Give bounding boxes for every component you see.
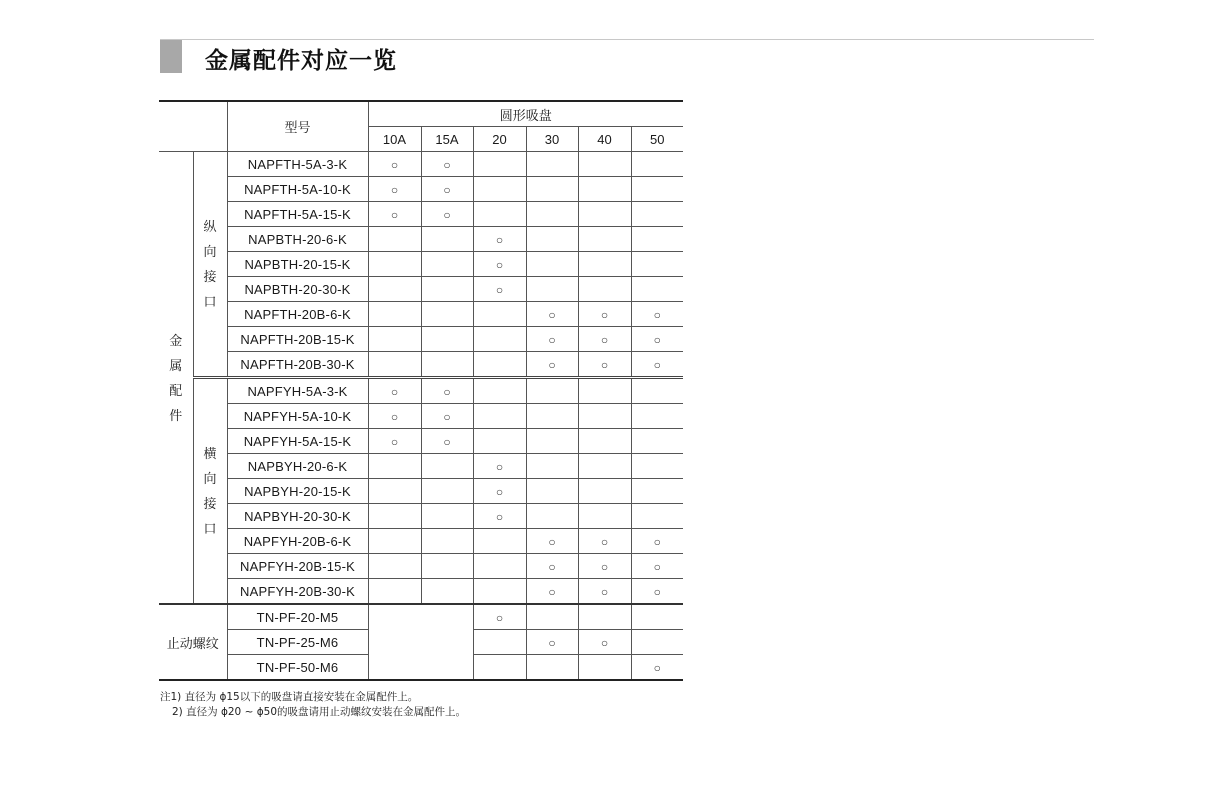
- mark-cell: [578, 504, 631, 529]
- mark-cell: [631, 504, 683, 529]
- mark-cell: [473, 454, 526, 479]
- mark-cell: [631, 202, 683, 227]
- section-label-text: 横向接口: [203, 446, 217, 536]
- page-title: 金属配件对应一览: [205, 48, 397, 74]
- model-cell: NAPFTH-20B-15-K: [227, 327, 368, 352]
- mark-cell: [421, 277, 473, 302]
- mark-cell: [631, 429, 683, 454]
- title-marker: [160, 40, 182, 73]
- top-divider: [160, 39, 1094, 40]
- mark-cell: [421, 352, 473, 378]
- size-header: 15A: [421, 127, 473, 152]
- compatible-mark: ○: [548, 534, 556, 549]
- compatible-mark: ○: [390, 384, 399, 399]
- mark-cell: [368, 429, 421, 454]
- mark-cell: [631, 177, 683, 202]
- mark-cell: [578, 454, 631, 479]
- mark-cell: [631, 404, 683, 429]
- compatible-mark: ○: [548, 357, 556, 372]
- model-cell: NAPFTH-5A-10-K: [227, 177, 368, 202]
- compatible-mark: ○: [653, 332, 661, 347]
- mark-cell: [526, 252, 578, 277]
- mark-cell: [578, 277, 631, 302]
- mark-cell: [526, 152, 578, 177]
- compatible-mark: ○: [390, 157, 399, 172]
- mark-cell: [473, 252, 526, 277]
- model-cell: NAPBTH-20-30-K: [227, 277, 368, 302]
- table-row: [159, 177, 683, 202]
- compatible-mark: ○: [495, 509, 504, 524]
- mark-cell: [578, 177, 631, 202]
- compatible-mark: ○: [653, 534, 661, 549]
- compatible-mark: ○: [600, 534, 609, 549]
- mark-cell: [526, 202, 578, 227]
- model-cell: NAPFYH-20B-6-K: [227, 529, 368, 554]
- compatible-mark: ○: [653, 660, 661, 675]
- mark-cell: [473, 479, 526, 504]
- model-cell: TN-PF-25-M6: [227, 630, 368, 655]
- mark-cell: [578, 252, 631, 277]
- table-row: [159, 152, 683, 177]
- mark-cell: [421, 177, 473, 202]
- table-row: [159, 554, 683, 579]
- table-row: [159, 327, 683, 352]
- mark-cell: [421, 202, 473, 227]
- mark-cell: [578, 655, 631, 681]
- compatible-mark: ○: [390, 434, 399, 449]
- mark-cell: [631, 454, 683, 479]
- mark-cell: [578, 378, 631, 404]
- compatible-mark: ○: [600, 357, 609, 372]
- mark-cell: [368, 579, 421, 605]
- mark-cell: [473, 327, 526, 352]
- size-header: 10A: [368, 127, 421, 152]
- mark-cell: [526, 630, 578, 655]
- compatible-mark: ○: [443, 207, 451, 222]
- mark-cell: [473, 604, 526, 630]
- round-pad-header: 圆形吸盘: [368, 101, 683, 127]
- mark-cell: [473, 554, 526, 579]
- mark-cell: [473, 302, 526, 327]
- mark-cell: [473, 404, 526, 429]
- mark-cell: [578, 529, 631, 554]
- mark-cell: [421, 579, 473, 605]
- model-header: 型号: [227, 101, 368, 152]
- mark-cell: [631, 655, 683, 681]
- table-row: [159, 202, 683, 227]
- category-metal-fitting-text: 金属配件: [169, 332, 183, 423]
- table-row: [159, 429, 683, 454]
- compatible-mark: ○: [600, 584, 609, 599]
- mark-cell: [631, 479, 683, 504]
- mark-cell: [631, 604, 683, 630]
- mark-cell: [631, 302, 683, 327]
- table-row: [159, 479, 683, 504]
- mark-cell: [368, 454, 421, 479]
- mark-cell: [368, 479, 421, 504]
- mark-cell: [526, 655, 578, 681]
- category-metal-fitting: [159, 152, 193, 605]
- mark-cell: [368, 352, 421, 378]
- compatible-mark: ○: [390, 182, 399, 197]
- table-row: [159, 454, 683, 479]
- mark-cell: [631, 227, 683, 252]
- mark-cell: [526, 554, 578, 579]
- mark-cell: [368, 177, 421, 202]
- compatible-mark: ○: [653, 584, 661, 599]
- compatible-mark: ○: [443, 182, 451, 197]
- model-cell: NAPFYH-20B-30-K: [227, 579, 368, 605]
- mark-cell: [473, 655, 526, 681]
- model-cell: NAPFYH-20B-15-K: [227, 554, 368, 579]
- model-cell: NAPFTH-5A-3-K: [227, 152, 368, 177]
- table-body: [159, 152, 683, 681]
- mark-cell: [421, 529, 473, 554]
- size-header: 50: [631, 127, 683, 152]
- blank-cell: [368, 604, 473, 680]
- mark-cell: [473, 352, 526, 378]
- model-cell: NAPBTH-20-6-K: [227, 227, 368, 252]
- model-cell: NAPFTH-20B-30-K: [227, 352, 368, 378]
- table-row: [159, 604, 683, 630]
- compatible-mark: ○: [443, 157, 451, 172]
- compatible-mark: ○: [495, 232, 504, 247]
- mark-cell: [631, 152, 683, 177]
- mark-cell: [421, 152, 473, 177]
- compatible-mark: ○: [600, 307, 609, 322]
- mark-cell: [368, 152, 421, 177]
- mark-cell: [473, 429, 526, 454]
- mark-cell: [578, 404, 631, 429]
- table-row: [159, 378, 683, 404]
- table-row: [159, 529, 683, 554]
- mark-cell: [368, 327, 421, 352]
- mark-cell: [421, 252, 473, 277]
- mark-cell: [368, 529, 421, 554]
- mark-cell: [473, 227, 526, 252]
- compatible-mark: ○: [600, 635, 609, 650]
- mark-cell: [421, 504, 473, 529]
- table-row: [159, 252, 683, 277]
- mark-cell: [578, 630, 631, 655]
- mark-cell: [526, 352, 578, 378]
- mark-cell: [368, 252, 421, 277]
- compatible-mark: ○: [548, 332, 556, 347]
- size-header: 30: [526, 127, 578, 152]
- note-2: 2) 直径为 ϕ20 ~ ϕ50的吸盘请用止动螺纹安装在金属配件上。: [172, 706, 466, 718]
- compatible-mark: ○: [495, 610, 504, 625]
- model-cell: TN-PF-20-M5: [227, 604, 368, 630]
- compatible-mark: ○: [600, 559, 609, 574]
- compatible-mark: ○: [548, 559, 556, 574]
- mark-cell: [421, 378, 473, 404]
- mark-cell: [421, 429, 473, 454]
- mark-cell: [421, 327, 473, 352]
- compatible-mark: ○: [600, 332, 609, 347]
- mark-cell: [578, 479, 631, 504]
- mark-cell: [421, 554, 473, 579]
- compatible-mark: ○: [548, 635, 556, 650]
- mark-cell: [421, 302, 473, 327]
- mark-cell: [578, 429, 631, 454]
- compatible-mark: ○: [390, 207, 399, 222]
- mark-cell: [578, 302, 631, 327]
- model-cell: NAPFTH-5A-15-K: [227, 202, 368, 227]
- mark-cell: [473, 504, 526, 529]
- mark-cell: [473, 378, 526, 404]
- mark-cell: [473, 152, 526, 177]
- mark-cell: [631, 529, 683, 554]
- mark-cell: [473, 579, 526, 605]
- mark-cell: [368, 504, 421, 529]
- mark-cell: [526, 404, 578, 429]
- mark-cell: [473, 202, 526, 227]
- mark-cell: [631, 579, 683, 605]
- mark-cell: [368, 302, 421, 327]
- mark-cell: [368, 227, 421, 252]
- compatible-mark: ○: [653, 559, 661, 574]
- mark-cell: [631, 630, 683, 655]
- model-cell: NAPBYH-20-15-K: [227, 479, 368, 504]
- mark-cell: [526, 177, 578, 202]
- mark-cell: [631, 327, 683, 352]
- mark-cell: [368, 554, 421, 579]
- mark-cell: [526, 504, 578, 529]
- compatible-mark: ○: [390, 409, 399, 424]
- mark-cell: [526, 479, 578, 504]
- compatible-mark: ○: [548, 307, 556, 322]
- table-row: [159, 579, 683, 605]
- mark-cell: [578, 604, 631, 630]
- mark-cell: [526, 378, 578, 404]
- mark-cell: [526, 277, 578, 302]
- model-cell: NAPBTH-20-15-K: [227, 252, 368, 277]
- mark-cell: [578, 152, 631, 177]
- section-label-text: 纵向接口: [203, 219, 217, 309]
- compatible-mark: ○: [495, 257, 504, 272]
- mark-cell: [421, 479, 473, 504]
- compatible-mark: ○: [653, 357, 661, 372]
- mark-cell: [578, 554, 631, 579]
- mark-cell: [578, 202, 631, 227]
- mark-cell: [368, 277, 421, 302]
- mark-cell: [421, 404, 473, 429]
- section-label: [193, 152, 227, 378]
- mark-cell: [473, 529, 526, 554]
- corner-cell: [159, 101, 227, 152]
- table-row: [159, 352, 683, 378]
- mark-cell: [526, 302, 578, 327]
- mark-cell: [526, 604, 578, 630]
- compatible-mark: ○: [548, 584, 556, 599]
- size-header: 20: [473, 127, 526, 152]
- model-cell: NAPBYH-20-30-K: [227, 504, 368, 529]
- mark-cell: [578, 579, 631, 605]
- table-row: [159, 277, 683, 302]
- mark-cell: [631, 378, 683, 404]
- compatible-mark: ○: [443, 384, 451, 399]
- model-cell: NAPFYH-5A-15-K: [227, 429, 368, 454]
- compatible-mark: ○: [495, 484, 504, 499]
- mark-cell: [631, 277, 683, 302]
- mark-cell: [368, 378, 421, 404]
- model-cell: NAPFYH-5A-10-K: [227, 404, 368, 429]
- model-cell: TN-PF-50-M6: [227, 655, 368, 681]
- model-cell: NAPFYH-5A-3-K: [227, 378, 368, 404]
- mark-cell: [526, 579, 578, 605]
- model-cell: NAPBYH-20-6-K: [227, 454, 368, 479]
- compatibility-table: [159, 100, 683, 681]
- table-row: [159, 404, 683, 429]
- mark-cell: [368, 202, 421, 227]
- compatible-mark: ○: [495, 459, 504, 474]
- compatible-mark: ○: [653, 307, 661, 322]
- mark-cell: [526, 529, 578, 554]
- mark-cell: [578, 227, 631, 252]
- table-row: [159, 504, 683, 529]
- mark-cell: [368, 404, 421, 429]
- mark-cell: [421, 227, 473, 252]
- note-1: 注1) 直径为 ϕ15以下的吸盘请直接安装在金属配件上。: [160, 691, 419, 703]
- compatible-mark: ○: [495, 282, 504, 297]
- mark-cell: [473, 177, 526, 202]
- size-header: 40: [578, 127, 631, 152]
- table-row: [159, 302, 683, 327]
- mark-cell: [578, 352, 631, 378]
- mark-cell: [526, 227, 578, 252]
- footnotes: [160, 690, 466, 720]
- mark-cell: [473, 277, 526, 302]
- mark-cell: [421, 454, 473, 479]
- mark-cell: [578, 327, 631, 352]
- mark-cell: [631, 352, 683, 378]
- model-cell: NAPFTH-20B-6-K: [227, 302, 368, 327]
- compatible-mark: ○: [443, 409, 451, 424]
- mark-cell: [526, 454, 578, 479]
- section-label: [193, 378, 227, 605]
- mark-cell: [473, 630, 526, 655]
- stop-screw-label: 止动螺纹: [159, 604, 227, 680]
- mark-cell: [526, 327, 578, 352]
- mark-cell: [526, 429, 578, 454]
- table-row: [159, 227, 683, 252]
- compatible-mark: ○: [443, 434, 451, 449]
- mark-cell: [631, 554, 683, 579]
- mark-cell: [631, 252, 683, 277]
